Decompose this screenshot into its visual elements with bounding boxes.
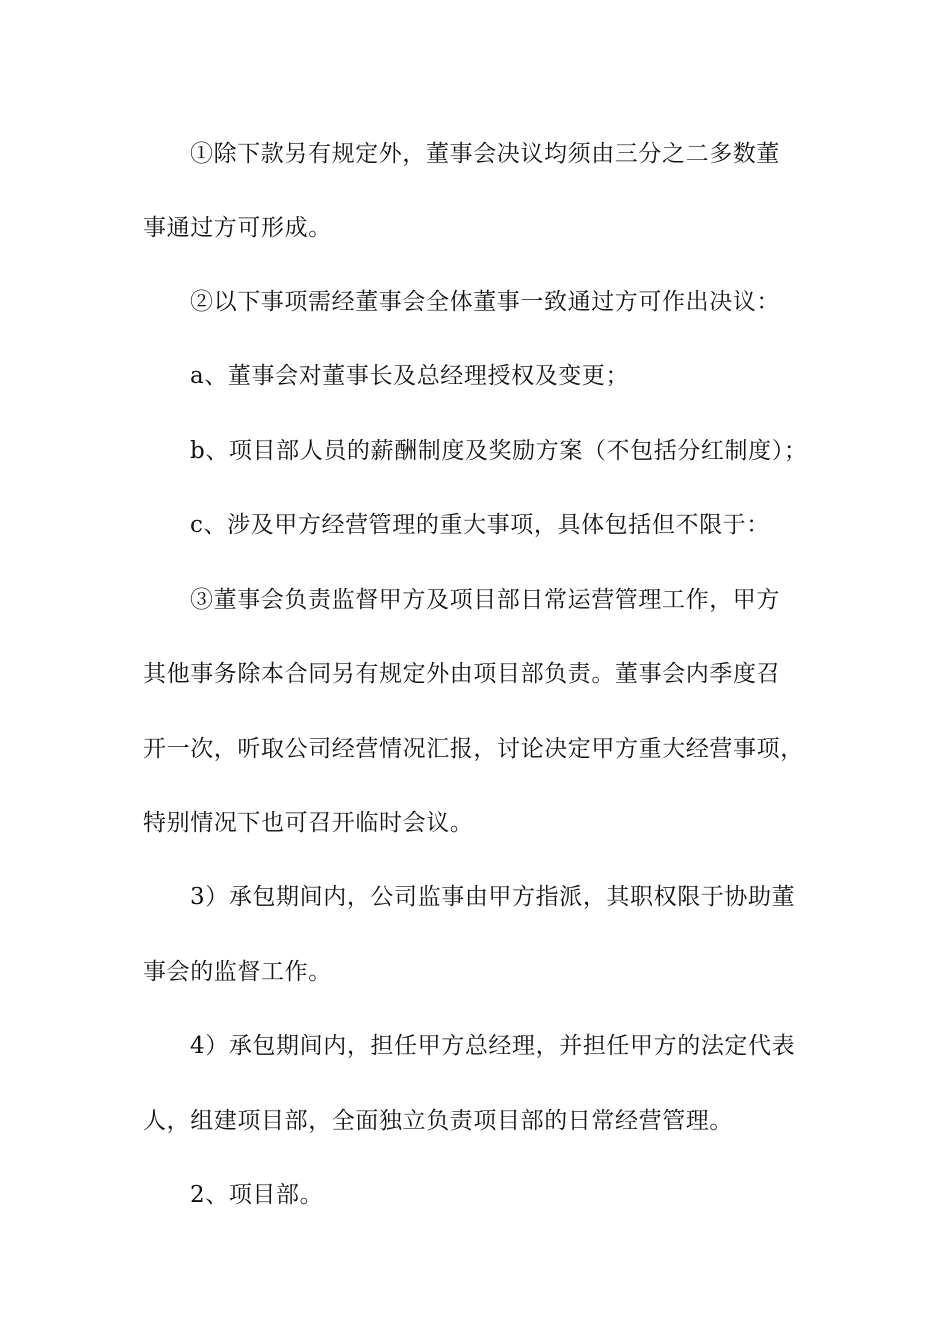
text-line: a、董事会对董事长及总经理授权及变更； <box>190 363 630 389</box>
text-line: 开一次，听取公司经营情况汇报，讨论决定甲方重大经营事项， <box>143 736 804 762</box>
text-line: 特别情况下也可召开临时会议。 <box>143 810 474 836</box>
text-line: 事通过方可形成。 <box>143 215 332 241</box>
text-line: 4）承包期间内，担任甲方总经理，并担任甲方的法定代表 <box>190 1033 796 1059</box>
text-line: 事会的监督工作。 <box>143 959 332 985</box>
text-line: ②以下事项需经董事会全体董事一致通过方可作出决议： <box>190 289 780 315</box>
text-line: ①除下款另有规定外，董事会决议均须由三分之二多数董 <box>190 141 780 167</box>
text-line: ③董事会负责监督甲方及项目部日常运营管理工作，甲方 <box>190 587 780 613</box>
text-line: 2、项目部。 <box>190 1182 324 1208</box>
text-line: 人，组建项目部，全面独立负责项目部的日常经营管理。 <box>143 1108 733 1134</box>
text-line: 3）承包期间内，公司监事由甲方指派，其职权限于协助董 <box>190 884 796 910</box>
text-line: b、项目部人员的薪酬制度及奖励方案（不包括分红制度）； <box>190 438 808 464</box>
text-line: 其他事务除本合同另有规定外由项目部负责。董事会内季度召 <box>143 661 781 687</box>
text-line: c、涉及甲方经营管理的重大事项，具体包括但不限于： <box>190 512 770 538</box>
